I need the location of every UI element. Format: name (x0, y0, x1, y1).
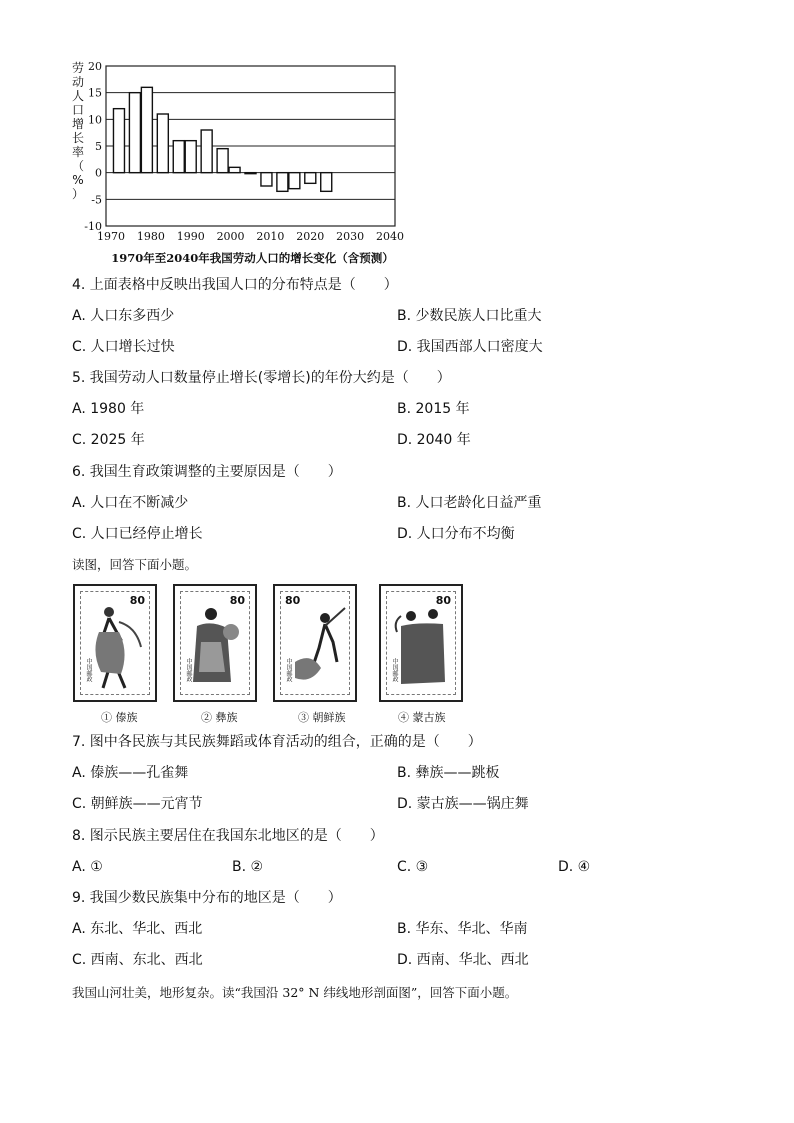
bar (129, 93, 140, 173)
q9-option-a[interactable]: A. 东北、华北、西北 (72, 921, 203, 937)
y-axis-label-char: 人 (71, 89, 85, 103)
question-5-stem: 5. 我国劳动人口数量停止增长(零增长)的年份大约是（ ） (72, 370, 451, 386)
x-tick-label: 2040 (376, 230, 404, 243)
y-tick-label: 5 (95, 140, 102, 153)
y-axis-label-char: ） (71, 187, 85, 201)
q6-option-d[interactable]: D. 人口分布不均衡 (397, 526, 515, 542)
y-tick-label: -5 (91, 193, 102, 207)
bar (173, 141, 184, 173)
y-tick-label: 10 (88, 113, 102, 127)
question-6-stem: 6. 我国生育政策调整的主要原因是（ ） (72, 464, 342, 480)
y-axis-label-char: （ (71, 159, 85, 173)
read-figure-note: 读图，回答下面小题。 (72, 557, 198, 572)
bar (305, 173, 316, 184)
question-8-stem: 8. 图示民族主要居住在我国东北地区的是（ ） (72, 828, 384, 844)
labor-population-chart (66, 60, 411, 275)
y-tick-label: -10 (84, 220, 102, 233)
q5-option-b[interactable]: B. 2015 年 (397, 401, 470, 417)
stamp-country: 中国邮政 (85, 658, 92, 682)
bar (289, 173, 300, 189)
bar (261, 173, 272, 186)
bar (321, 173, 332, 192)
stamp-country: 中国邮政 (285, 658, 292, 682)
x-tick-label: 1990 (176, 230, 205, 243)
stamp-caption-3: ③ 朝鲜族 (298, 711, 346, 724)
y-tick-label: 0 (95, 166, 102, 180)
bar (217, 149, 228, 173)
stamp-country: 中国邮政 (185, 658, 192, 682)
x-tick-label: 1970 (97, 230, 125, 243)
q4-option-b[interactable]: B. 少数民族人口比重大 (397, 308, 542, 324)
y-tick-label: 20 (88, 60, 102, 73)
q9-option-d[interactable]: D. 西南、华北、西北 (397, 952, 529, 968)
stamp-frame (80, 591, 150, 695)
q8-option-b[interactable]: B. ② (232, 859, 264, 875)
x-tick-label: 1980 (136, 230, 165, 243)
bar (277, 173, 288, 192)
question-7-stem: 7. 图中各民族与其民族舞蹈或体育活动的组合，正确的是（ ） (72, 734, 482, 750)
bar (201, 130, 212, 173)
q6-option-c[interactable]: C. 人口已经停止增长 (72, 526, 203, 542)
stamp-value: 80 (229, 594, 245, 607)
stamp-frame (280, 591, 350, 695)
stamp-caption-1: ① 傣族 (101, 711, 138, 724)
y-axis-label-char: 动 (71, 75, 85, 89)
bar (245, 173, 256, 174)
q7-option-d[interactable]: D. 蒙古族——锅庄舞 (397, 796, 529, 812)
bar (141, 87, 152, 172)
stamp-value: 80 (435, 594, 451, 607)
x-tick-label: 2020 (296, 230, 325, 243)
q8-option-a[interactable]: A. ① (72, 859, 103, 875)
q7-option-b[interactable]: B. 彝族——跳板 (397, 765, 500, 781)
bar (229, 167, 240, 172)
q9-option-b[interactable]: B. 华东、华北、华南 (397, 921, 528, 937)
q6-option-b[interactable]: B. 人口老龄化日益严重 (397, 495, 542, 511)
x-tick-label: 2030 (336, 230, 365, 243)
y-axis-label-char: % (72, 173, 84, 187)
stamp-caption-2: ② 彝族 (201, 711, 238, 724)
terrain-profile-note: 我国山河壮美，地形复杂。读“我国沿 32° N 纬线地形剖面图”，回答下面小题。 (72, 985, 518, 1000)
stamp-caption-4: ④ 蒙古族 (398, 711, 446, 724)
q7-option-a[interactable]: A. 傣族——孔雀舞 (72, 765, 189, 781)
q8-option-d[interactable]: D. ④ (558, 859, 591, 875)
stamp-mongol (379, 584, 463, 702)
y-axis-label-char: 率 (71, 145, 85, 159)
chart-caption: 1970年至2040年我国劳动人口的增长变化（含预测） (111, 251, 394, 265)
q5-option-c[interactable]: C. 2025 年 (72, 432, 145, 448)
y-axis-label-char: 增 (71, 117, 85, 131)
stamp-korean (273, 584, 357, 702)
y-axis-label-char: 口 (71, 103, 85, 117)
bar (157, 114, 168, 173)
stamp-frame (386, 591, 456, 695)
q8-option-c[interactable]: C. ③ (397, 859, 429, 875)
x-tick-label: 2000 (216, 230, 245, 243)
q7-option-c[interactable]: C. 朝鲜族——元宵节 (72, 796, 203, 812)
q9-option-c[interactable]: C. 西南、东北、西北 (72, 952, 203, 968)
stamp-yi (173, 584, 257, 702)
q5-option-a[interactable]: A. 1980 年 (72, 401, 145, 417)
bar (185, 141, 196, 173)
y-axis-label-char: 长 (71, 131, 85, 145)
stamp-dai (73, 584, 157, 702)
stamp-value: 80 (285, 594, 301, 607)
q4-option-c[interactable]: C. 人口增长过快 (72, 339, 175, 355)
q4-option-d[interactable]: D. 我国西部人口密度大 (397, 339, 543, 355)
question-9-stem: 9. 我国少数民族集中分布的地区是（ ） (72, 890, 342, 906)
x-tick-label: 2010 (256, 230, 285, 243)
q5-option-d[interactable]: D. 2040 年 (397, 432, 471, 448)
bar (113, 109, 124, 173)
q4-option-a[interactable]: A. 人口东多西少 (72, 308, 175, 324)
q6-option-a[interactable]: A. 人口在不断减少 (72, 495, 189, 511)
y-tick-label: 15 (88, 86, 102, 100)
bar-chart-svg (66, 60, 411, 275)
stamp-country: 中国邮政 (391, 658, 398, 682)
y-axis-label-char: 劳 (71, 61, 85, 75)
stamp-value: 80 (129, 594, 145, 607)
question-4-stem: 4. 上面表格中反映出我国人口的分布特点是（ ） (72, 277, 398, 293)
stamp-frame (180, 591, 250, 695)
